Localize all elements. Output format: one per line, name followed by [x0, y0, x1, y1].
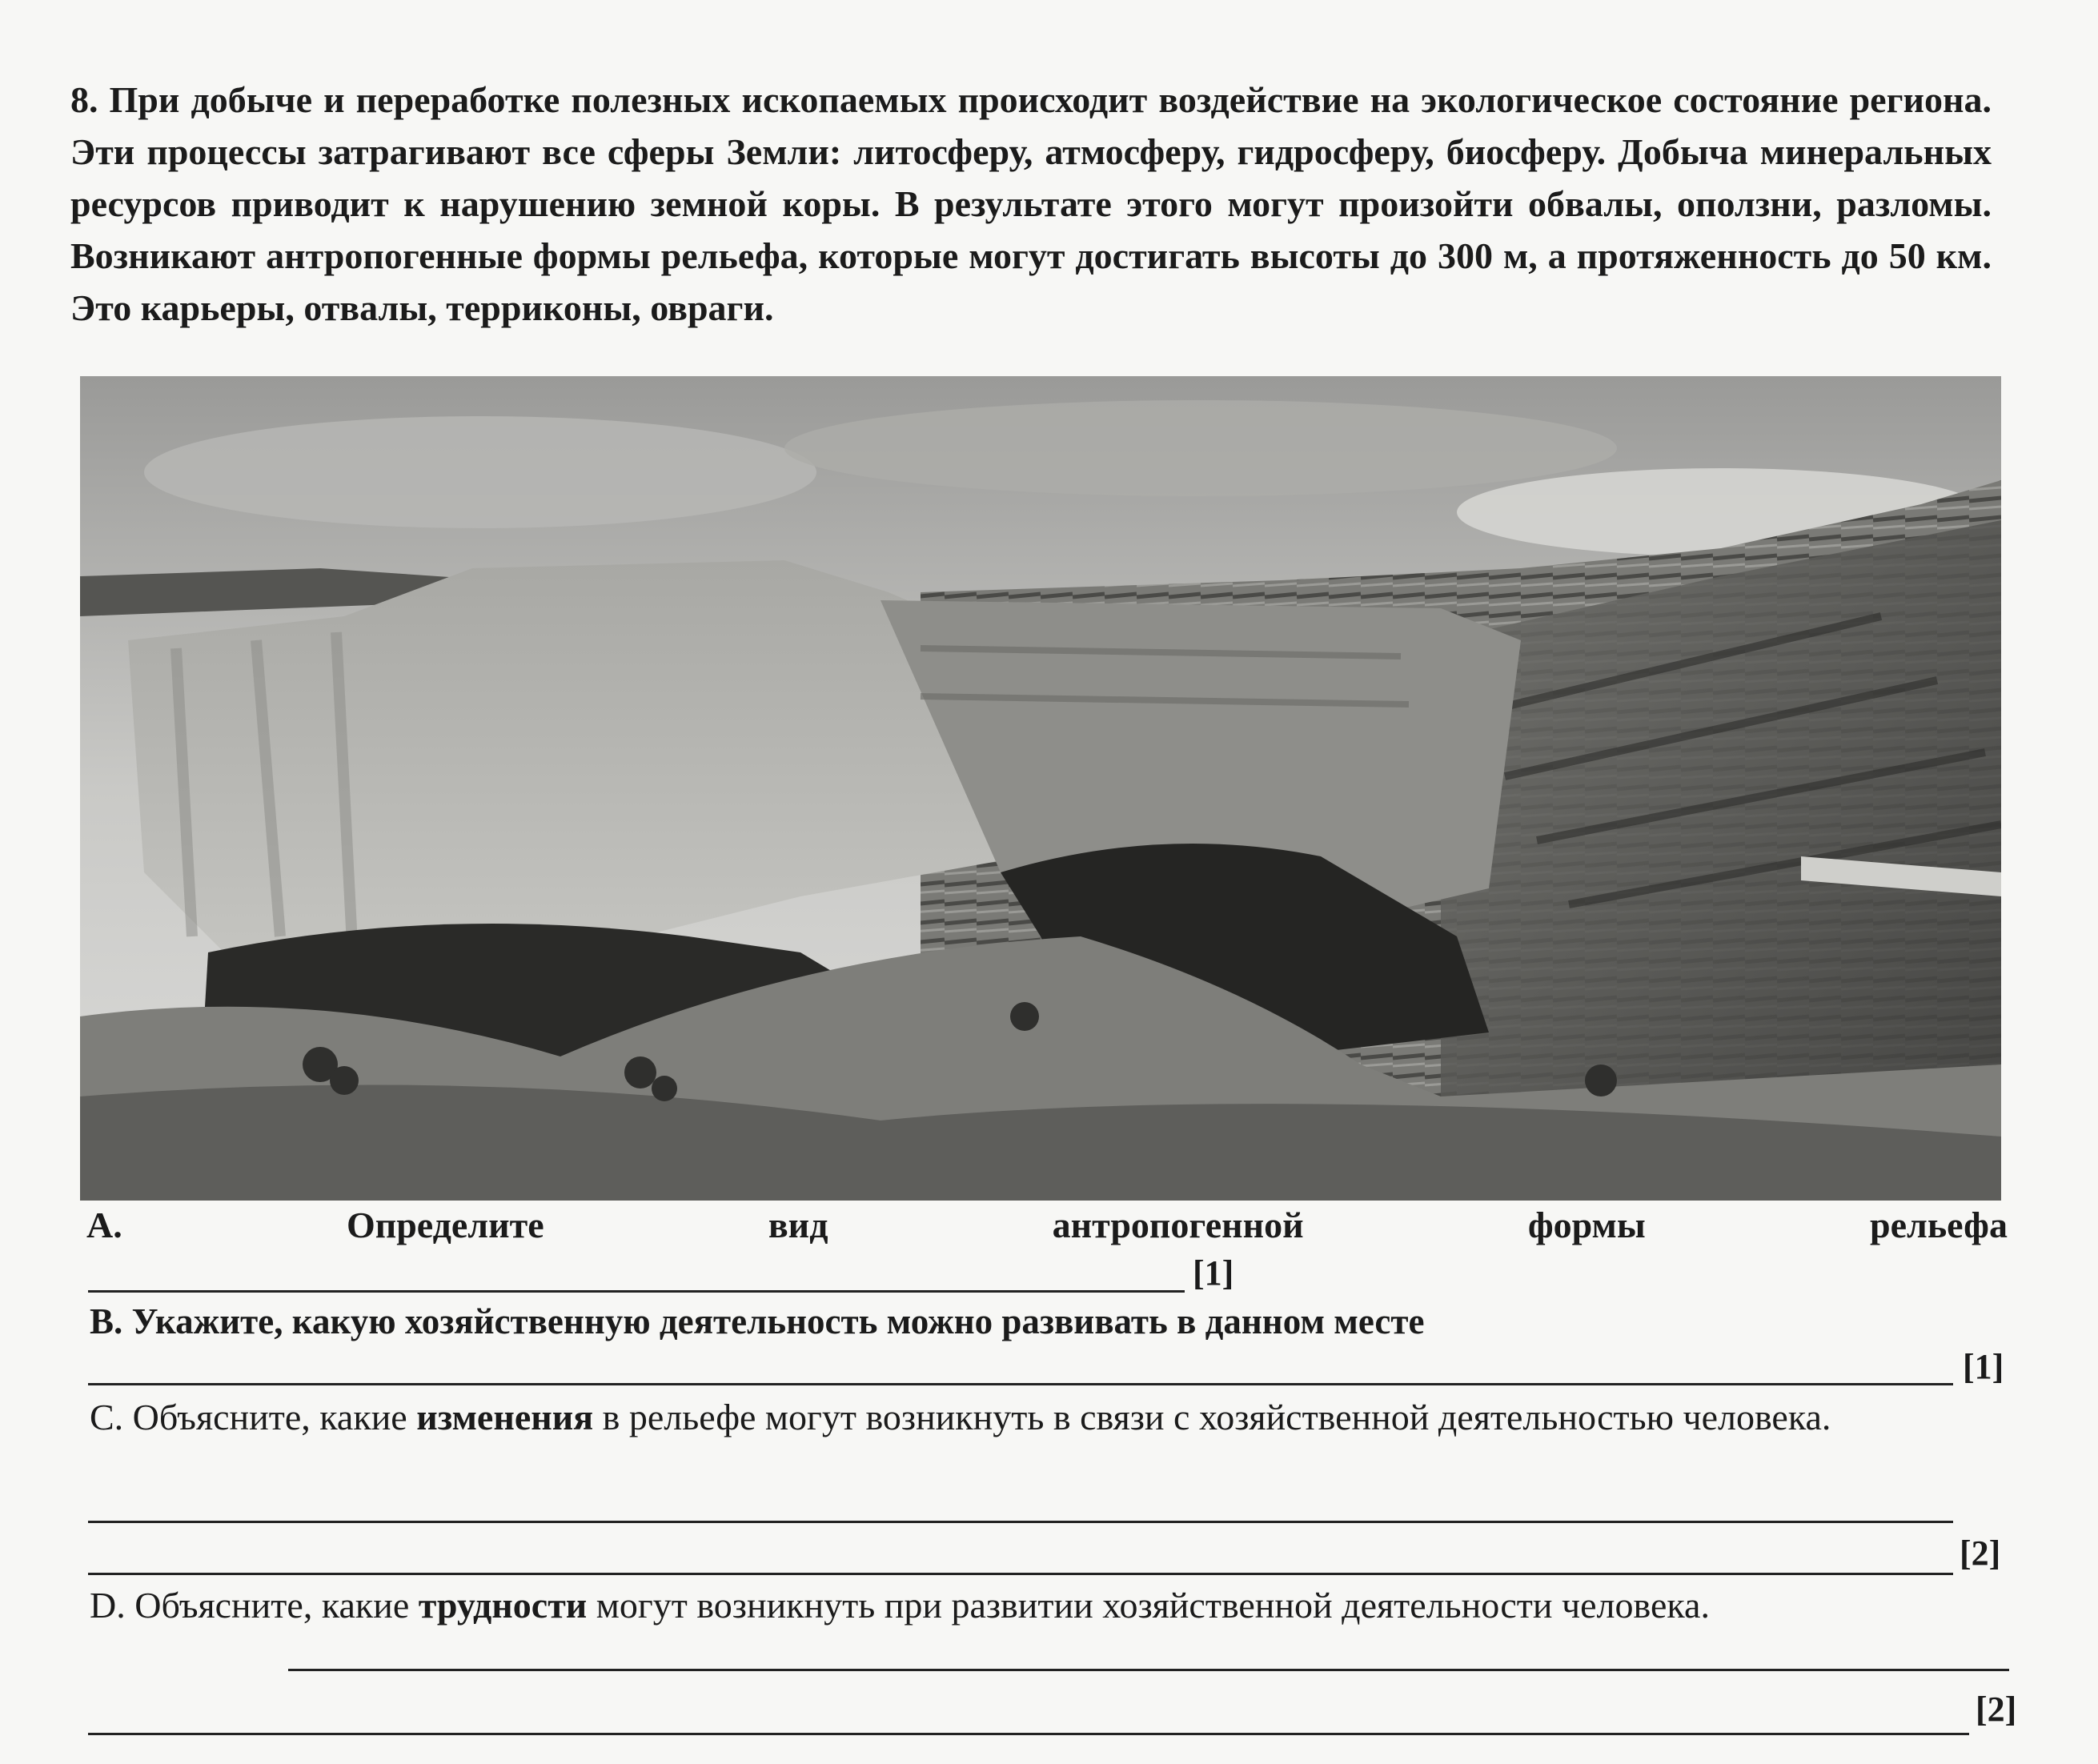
- answer-line-c-1[interactable]: [88, 1521, 1953, 1523]
- question-a: [86, 1204, 2008, 1246]
- question-a-word-1: Определите: [346, 1205, 544, 1245]
- question-a-word-4: формы: [1527, 1205, 1646, 1245]
- question-d-text-end: могут возникнуть при развитии хозяйственной деятельности человека.: [587, 1585, 1710, 1626]
- answer-line-a[interactable]: [88, 1290, 1185, 1293]
- task-intro: [70, 74, 1992, 334]
- question-a-word-5: рельефа: [1870, 1205, 2008, 1245]
- question-a-word-2: вид: [768, 1205, 828, 1245]
- question-d-text-start: D. Объясните, какие: [90, 1585, 419, 1626]
- score-mark-c: [2]: [1960, 1533, 2001, 1573]
- answer-line-b[interactable]: [88, 1383, 1953, 1385]
- answer-line-c-2[interactable]: [88, 1573, 1953, 1575]
- question-c-keyword: изменения: [416, 1397, 594, 1437]
- question-d-keyword: трудности: [418, 1585, 588, 1626]
- question-a-word-3: антропогенной: [1052, 1205, 1304, 1245]
- score-mark-b: [1]: [1963, 1347, 2004, 1386]
- task-intro-text: При добыче и переработке полезных ископаемых происходит воздействие на экологическое состояние региона. Эти процессы затрагивают все сферы Земли: литосферу, атмосферу, гидросферу, биосферу. Добыча минеральных ресурсов приводит к нарушению земной коры. В результате этого могут произойти обвалы, оползни, разломы. Возникают антропогенные формы рельефа, которые могут достигать высоты до 300 м, а протяженность до 50 км. Это карьеры, отвалы, терриконы, овраги.: [70, 79, 1992, 328]
- question-c: [90, 1393, 2011, 1442]
- answer-line-d-2[interactable]: [88, 1733, 1969, 1735]
- question-b: В. Укажите, какую хозяйственную деятельность можно развивать в данном месте: [90, 1301, 1425, 1341]
- score-mark-a: [1]: [1193, 1253, 1234, 1293]
- question-c-text-start: С. Объясните, какие: [90, 1397, 417, 1437]
- quarry-photo: [80, 376, 2001, 1201]
- task-number: 8.: [70, 79, 98, 120]
- question-d: [90, 1581, 2011, 1630]
- score-mark-d: [2]: [1976, 1690, 2017, 1729]
- question-a-letter: А.: [86, 1205, 122, 1245]
- question-c-text-end: в рельефе могут возникнуть в связи с хозяйственной деятельностью человека.: [593, 1397, 1831, 1437]
- answer-line-d-1[interactable]: [288, 1669, 2009, 1671]
